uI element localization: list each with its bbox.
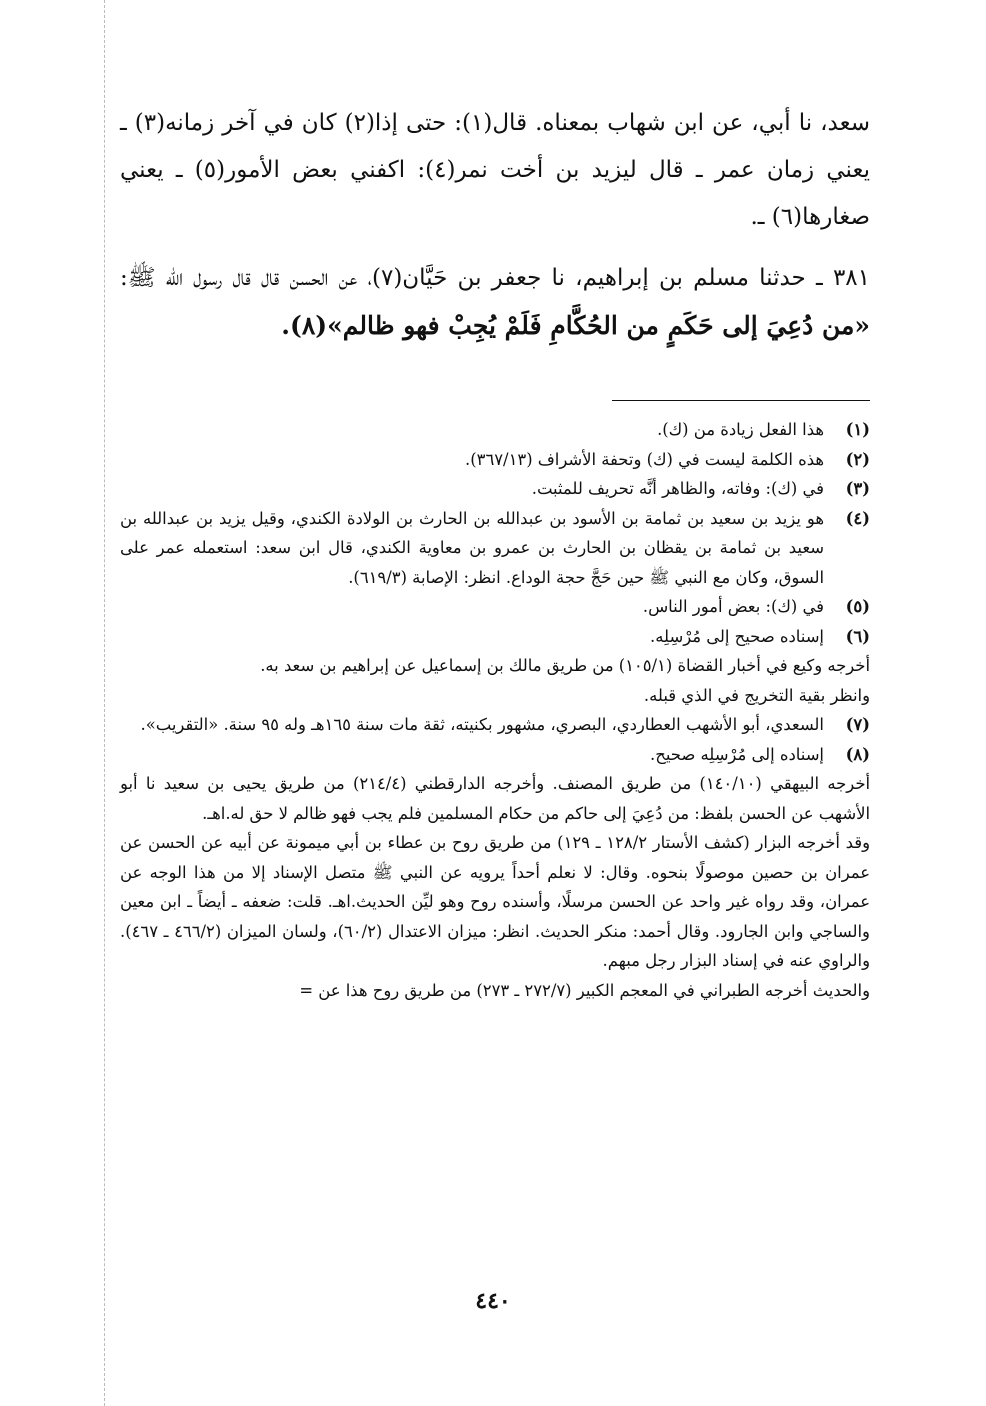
hadith-chain: ٣٨١ ـ حدثنا مسلم بن إبراهيم، نا جعفر بن حَيَّان(٧)، عن الحسن قال قال رسول الله ﷺ:	[120, 265, 871, 291]
footnote-number: (٨)	[845, 744, 870, 764]
footnote	[120, 622, 870, 652]
footnote-body	[120, 504, 824, 593]
footnote-text: إسناده صحيح إلى مُرْسِلِه.	[650, 626, 824, 646]
footnote	[120, 740, 870, 770]
footnote-separator	[612, 400, 870, 401]
footnote-number: (٣)	[845, 479, 870, 498]
footnote	[120, 445, 870, 475]
footnote-body	[120, 415, 824, 445]
footnote-continuation	[120, 769, 870, 1005]
footnote	[120, 474, 870, 504]
main-text	[120, 100, 870, 351]
footnote-number: (٤)	[845, 508, 870, 528]
footnote-text: في (ك): بعض أمور الناس.	[642, 597, 824, 616]
footnote-text: أخرجه البيهقي (١٤٠/١٠) من طريق المصنف. وأخرجه الدارقطني (٢١٤/٤) من طريق يحيى بن سعيد نا أبو الأشهب عن الحسن بلفظ: من دُعِيَ إلى حاكم من حكام المسلمين فلم يجب فهو ظالم لا حق له.اهـ.	[120, 774, 871, 823]
footnote-number: (٧)	[845, 715, 870, 734]
main-paragraph-1: سعد، نا أبي، عن ابن شهاب بمعناه. قال(١): حتى إذا(٢) كان في آخر زمانه(٣) ـ يعني زمان عمر ـ قال ليزيد بن أخت نمر(٤): اكفني بعض الأمور(٥) ـ يعني صغارها(٦) ـ.	[120, 110, 870, 230]
footnote-text: هذه الكلمة ليست في (ك) وتحفة الأشراف (٣٦٧/١٣).	[465, 449, 824, 469]
footnotes	[120, 415, 870, 1005]
hadith-text: «من دُعِيَ إلى حَكَمٍ من الحُكَّامِ فَلَمْ يُجِبْ فهو ظالم»(٨).	[281, 311, 870, 340]
footnote-text: في (ك): وفاته، والظاهر أنَّه تحريف للمثبت.	[531, 479, 824, 498]
footnote	[120, 415, 870, 445]
page-number: ٤٤٠	[475, 1288, 511, 1314]
scan-margin-line	[104, 0, 105, 1406]
footnote-number: (٥)	[845, 597, 870, 616]
footnote-number: (٢)	[845, 449, 870, 469]
footnote	[120, 710, 870, 740]
footnote-text: والحديث أخرجه الطبراني في المعجم الكبير (٢٧٢/٧ ـ ٢٧٣) من طريق روح هذا عن =	[299, 980, 870, 1000]
footnote-body	[120, 622, 824, 652]
footnote-body	[120, 651, 870, 710]
footnote-body	[120, 445, 824, 475]
footnote	[120, 504, 870, 593]
footnote-body	[120, 474, 824, 504]
footnote-text: وقد أخرجه البزار (كشف الأستار ١٢٨/٢ ـ ١٢٩) من طريق روح بن عطاء بن أبي ميمونة عن أبيه عن الحسن عن عمران بن حصين موصولًا بنحوه. وقال: لا نعلم أحداً يرويه عن النبي ﷺ متصل الإسناد إلا من هذا الوجه عن عمران، وقد رواه غير واحد عن الحسن مرسلًا، وأسنده روح وهو ليِّن الحديث.اهـ. قلت: ضعفه ـ أيضاً ـ ابن معين والساجي وابن الجارود. وقال أحمد: منكر الحديث. انظر: ميزان الاعتدال (٦٠/٢)، ولسان الميزان (٤٦٦/٢ ـ ٤٦٧). والراوي عنه في إسناد البزار رجل مبهم.	[120, 833, 870, 970]
footnote-continuation	[120, 651, 870, 710]
footnote-body	[120, 769, 870, 1005]
footnote-number: (٦)	[845, 626, 870, 646]
footnote-text: أخرجه وكيع في أخبار القضاة (١٠٥/١) من طريق مالك بن إسماعيل عن إبراهيم بن سعد به.	[260, 656, 870, 675]
footnote-number: (١)	[845, 420, 870, 439]
footnote-text: السعدي، أبو الأشهب العطاردي، البصري، مشهور بكنيته، ثقة مات سنة ١٦٥هـ وله ٩٥ سنة. «التقريب».	[140, 715, 824, 734]
footnote	[120, 592, 870, 622]
footnote-text: إسناده إلى مُرْسِلِه صحيح.	[650, 744, 824, 764]
footnote-body	[120, 740, 824, 770]
footnote-body	[120, 592, 824, 622]
footnote-body	[120, 710, 824, 740]
footnote-text: هذا الفعل زيادة من (ك).	[657, 420, 824, 439]
footnote-text: هو يزيد بن سعيد بن ثمامة بن الأسود بن عبدالله بن الحارث بن الولادة الكندي، وقيل يزيد بن عبدالله بن سعيد بن ثمامة بن يقظان بن الحارث بن عمرو بن معاوية الكندي، قال ابن سعد: استعمله عمر على السوق، وكان مع النبي ﷺ حين حَجَّ حجة الوداع. انظر: الإصابة (٦١٩/٣).	[120, 508, 824, 587]
main-paragraph-2	[120, 255, 870, 351]
footnote-text: وانظر بقية التخريج في الذي قبله.	[643, 685, 870, 705]
